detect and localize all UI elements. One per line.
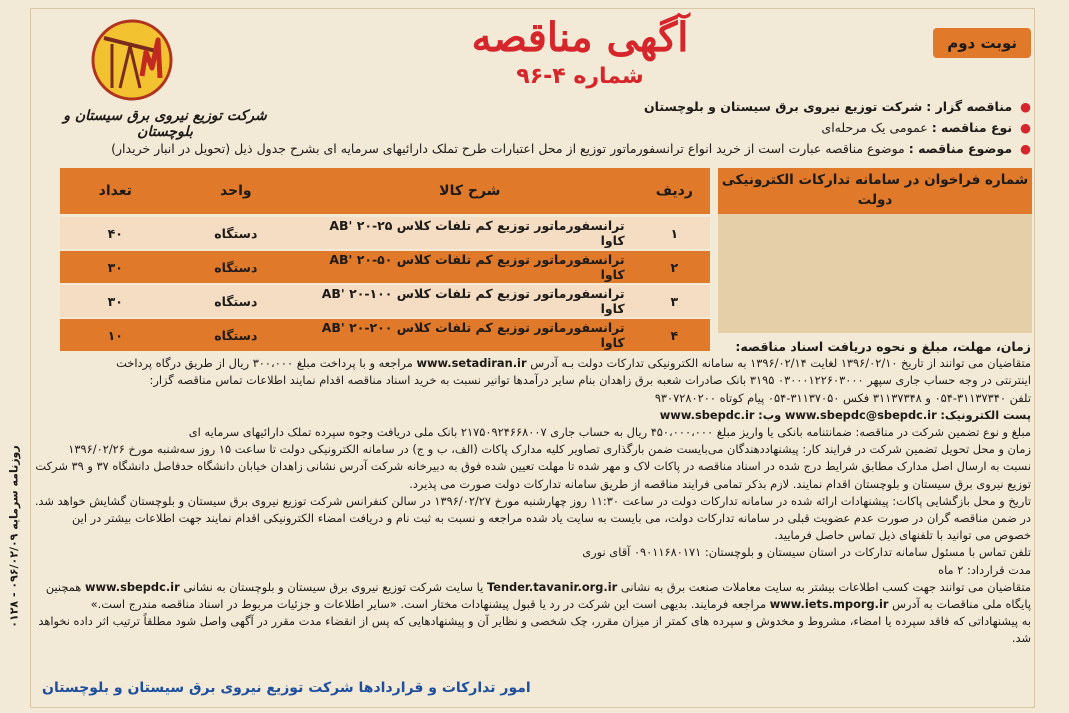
setad-link[interactable]: www.setadiran.ir <box>416 356 527 371</box>
page-title: آگهی مناقصه <box>471 14 689 61</box>
body-text: یا سایت شرکت توزیع نیروی برق سیستان و بلوچستان به نشانی <box>183 579 484 594</box>
body-line: تلفن تماس با مسئول سامانه تدارکات در استان سیستان و بلوچستان: ۰۹۰۱۱۶۸۰۱۷۱ آقای نوری <box>582 545 1031 560</box>
table-row <box>60 284 710 318</box>
signature: امور تدارکات و قراردادها شرکت توزیع نیروی برق سیستان و بلوچستان <box>42 680 531 696</box>
body-line <box>31 596 1031 613</box>
col-unit: واحد <box>171 168 301 216</box>
col-desc: شرح کالا <box>301 168 639 216</box>
intro-row <box>131 96 1031 117</box>
intro-label: مناقصه گزار : <box>926 99 1013 114</box>
tender-link[interactable]: Tender.tavanir.org.ir <box>486 579 618 594</box>
intro-label: نوع مناقصه : <box>931 120 1013 135</box>
body-line <box>31 407 1031 424</box>
second-round-badge: نوبت دوم <box>933 28 1031 58</box>
website-link[interactable]: www.sbepdc.ir <box>659 407 755 422</box>
body-line <box>31 355 1031 372</box>
tender-number: شماره ۴-۹۶ <box>516 64 644 89</box>
intro-value: شرکت توزیع نیروی برق سیستان و بلوچستان <box>643 99 923 114</box>
body-line: زمان و محل تحویل تضمین شرکت در فرایند کار: پیشنهاددهندگان می‌بایست ضمن بارگذاری تصاویر کلیه مدارک پاکات (الف، ب و ج) در سامانه الکترونیکی دولت تا ساعت ۱۵ روز سه‌شنبه مورخ ۱۳۹۶/۰۲/۲۶ <box>68 442 1031 457</box>
company-name-script: شرکت توزیع نیروی برق سیستان و بلوچستان <box>63 108 267 140</box>
email-link[interactable]: www.sbepdc@sbepdc.ir <box>784 407 937 422</box>
cell-unit: دستگاه <box>171 216 301 251</box>
company-logo-icon <box>90 18 174 102</box>
cell-row: ۲ <box>639 250 710 284</box>
body-text: مراجعه فرمایند. بدیهی است این شرکت در رد یا قبول پیشنهادات مختار است. «سایر اطلاعات و جزئیات مربوط در اسناد مناقصه مندرج است.» <box>90 597 767 612</box>
sbepdc-link[interactable]: www.sbepdc.ir <box>84 579 180 594</box>
body-text: همچنین <box>45 579 82 594</box>
cell-qty: ۱۰ <box>60 318 171 352</box>
cell-desc: ترانسفورماتور توزیع کم تلفات کلاس AB' ۲۰-۲۵ کاوا <box>301 216 639 251</box>
table-row <box>60 216 710 251</box>
email-label: پست الکترونیک: <box>940 407 1031 422</box>
bullet-icon: ● <box>1020 99 1031 114</box>
body-line: تاریخ و محل بازگشایی پاکات: پیشنهادات ارائه شده در سامانه تدارکات دولت در ساعت ۱۱:۳۰ روز چهارشنبه مورخ ۱۳۹۶/۰۲/۲۷ در سالن کنفرانس شرکت توزیع نیروی برق سیستان و بلوچستان گشایش خواهد شد. <box>34 493 1031 508</box>
body-text: متقاضیان می توانند از تاریخ ۱۳۹۶/۰۲/۱۰ لغایت ۱۳۹۶/۰۲/۱۴ به سامانه الکترونیکی تدارکات دولت بـه آدرس <box>530 356 1031 371</box>
col-row: ردیف <box>639 168 710 216</box>
cell-row: ۳ <box>639 284 710 318</box>
cell-qty: ۴۰ <box>60 216 171 251</box>
cell-desc: ترانسفورماتور توزیع کم تلفات کلاس AB' ۲۰-۲۰۰ کاوا <box>301 318 639 352</box>
body-text: پایگاه ملی مناقصات به آدرس <box>892 597 1031 612</box>
cell-desc: ترانسفورماتور توزیع کم تلفات کلاس AB' ۲۰-۵۰ کاوا <box>301 250 639 284</box>
intro-row <box>111 138 1031 159</box>
col-qty: تعداد <box>60 168 171 216</box>
body-line: مدت قرارداد: ۲ ماه <box>938 562 1031 577</box>
intro-section <box>111 96 1031 159</box>
newspaper-strip <box>4 380 26 700</box>
iets-link[interactable]: www.iets.mporg.ir <box>769 597 889 612</box>
bullet-icon: ● <box>1020 141 1031 156</box>
cell-unit: دستگاه <box>171 318 301 352</box>
intro-value: موضوع مناقصه عبارت است از خرید انواع ترانسفورماتور توزیع از محل اعتبارات طرح تملک دارائیهای سرمایه ای بشرح جدول ذیل (تحویل در انبار خریدار) <box>111 141 905 156</box>
body-line: خصوص می توانید با تلفنهای ذیل تماس حاصل فرمایید. <box>774 528 1031 543</box>
intro-label: موضوع مناقصه : <box>908 141 1013 156</box>
table-row <box>60 250 710 284</box>
body-line <box>31 579 1031 596</box>
web-label: وب: <box>758 407 782 422</box>
cell-unit: دستگاه <box>171 284 301 318</box>
cell-row: ۱ <box>639 216 710 251</box>
bullet-icon: ● <box>1020 120 1031 135</box>
call-number-box <box>718 168 1032 333</box>
body-text: متقاضیان می توانند جهت کسب اطلاعات بیشتر به سایت معاملات صنعت برق به نشانی <box>620 579 1031 594</box>
body-line: به پیشنهاداتی که فاقد سپرده یا امضاء، مشروط و مخدوش و سپرده های کمتر از میزان مقرر، چک شخصی و نظایر آن و پیشنهادهایی که پس از انقضاء مدت مقرر در آگهی واصل شود مطلقاً ترتیب اثر داده نخواهد <box>38 614 1031 629</box>
newspaper-ref: روزنامه سرمایه ۰۹۶/۰۲/۰۹ - ۰۱۲۸ <box>7 445 21 628</box>
body-text: مراجعه و با پرداخت مبلغ ۳۰۰،۰۰۰ ریال از طریق درگاه پرداخت <box>116 356 413 371</box>
body-line: شد. <box>1011 631 1031 646</box>
body-line: تلفن ۳۱۱۳۷۳۴۰-۰۵۴ و ۳۱۱۳۷۳۴۸ فکس ۳۱۱۳۷۰۵۰-۰۵۴ پیام کوتاه ۹۳۰۷۲۸۰۲۰۰ <box>654 390 1031 405</box>
body-line: اینترنتی در وجه حساب جاری سپهر ۰۳۰۰۰۱۲۲۶۰۳۰۰۰ ۳۱۹۵ بانک صادرات شعبه برق زاهدان بنام سایر درآمدها توانیر نسبت به خرید اسناد مناقصه اقدام نمایند اطلاعات تماس مناقصه گزار: <box>149 373 1031 388</box>
notice-body <box>31 338 1031 648</box>
items-table <box>60 168 710 353</box>
cell-desc: ترانسفورماتور توزیع کم تلفات کلاس AB' ۲۰-۱۰۰ کاوا <box>301 284 639 318</box>
cell-unit: دستگاه <box>171 250 301 284</box>
cell-row: ۴ <box>639 318 710 352</box>
intro-value: عمومی یک مرحله‌ای <box>821 120 928 135</box>
body-line: در ضمن مناقصه گران در صورت عدم عضویت قبلی در سامانه تدارکات دولت، می بایست به سایت یاد شده مراجعه و نسبت به ثبت نام و دریافت امضاء الکترونیکی اقدام نمایند جهت اطلاعات بیشتر در این <box>72 511 1031 526</box>
intro-row <box>131 117 1031 138</box>
cell-qty: ۳۰ <box>60 284 171 318</box>
body-line: نسبت به ارسال اصل مدارک مطابق شرایط درج شده در اسناد مناقصه در پاکات لاک و مهر شده تا مهلت تعیین شده فوق به دبیرخانه شرکت آدرس نشانی زاهدان خیابان دانشگاه حدفاصل دانشگاه ۳۷ و ۳۹ شرکت <box>35 459 1031 474</box>
body-line: مبلغ و نوع تضمین شرکت در مناقصه: ضمانتنامه بانکی یا واریز مبلغ ۴۵۰،۰۰۰،۰۰۰ ریال به حساب جاری ۲۱۷۵۰۹۲۴۶۶۸۰۰۷ بانک ملی دریافت وجوه سپرده تملک دارائیهای سرمایه ای <box>188 425 1031 440</box>
body-line: توزیع نیروی برق سیستان و بلوچستان اقدام نمایند. لازم بذکر تمامی فرایند مناقصه از طریق سامانه تدارکات دولت صورت می پذیرد. <box>409 476 1031 491</box>
cell-qty: ۳۰ <box>60 250 171 284</box>
call-number-header: شماره فراخوان در سامانه تدارکات الکترونیکی دولت <box>718 168 1032 214</box>
table-header-row <box>60 168 710 216</box>
section-heading: زمان، مهلت، مبلغ و نحوه دریافت اسناد مناقصه: <box>735 339 1031 354</box>
